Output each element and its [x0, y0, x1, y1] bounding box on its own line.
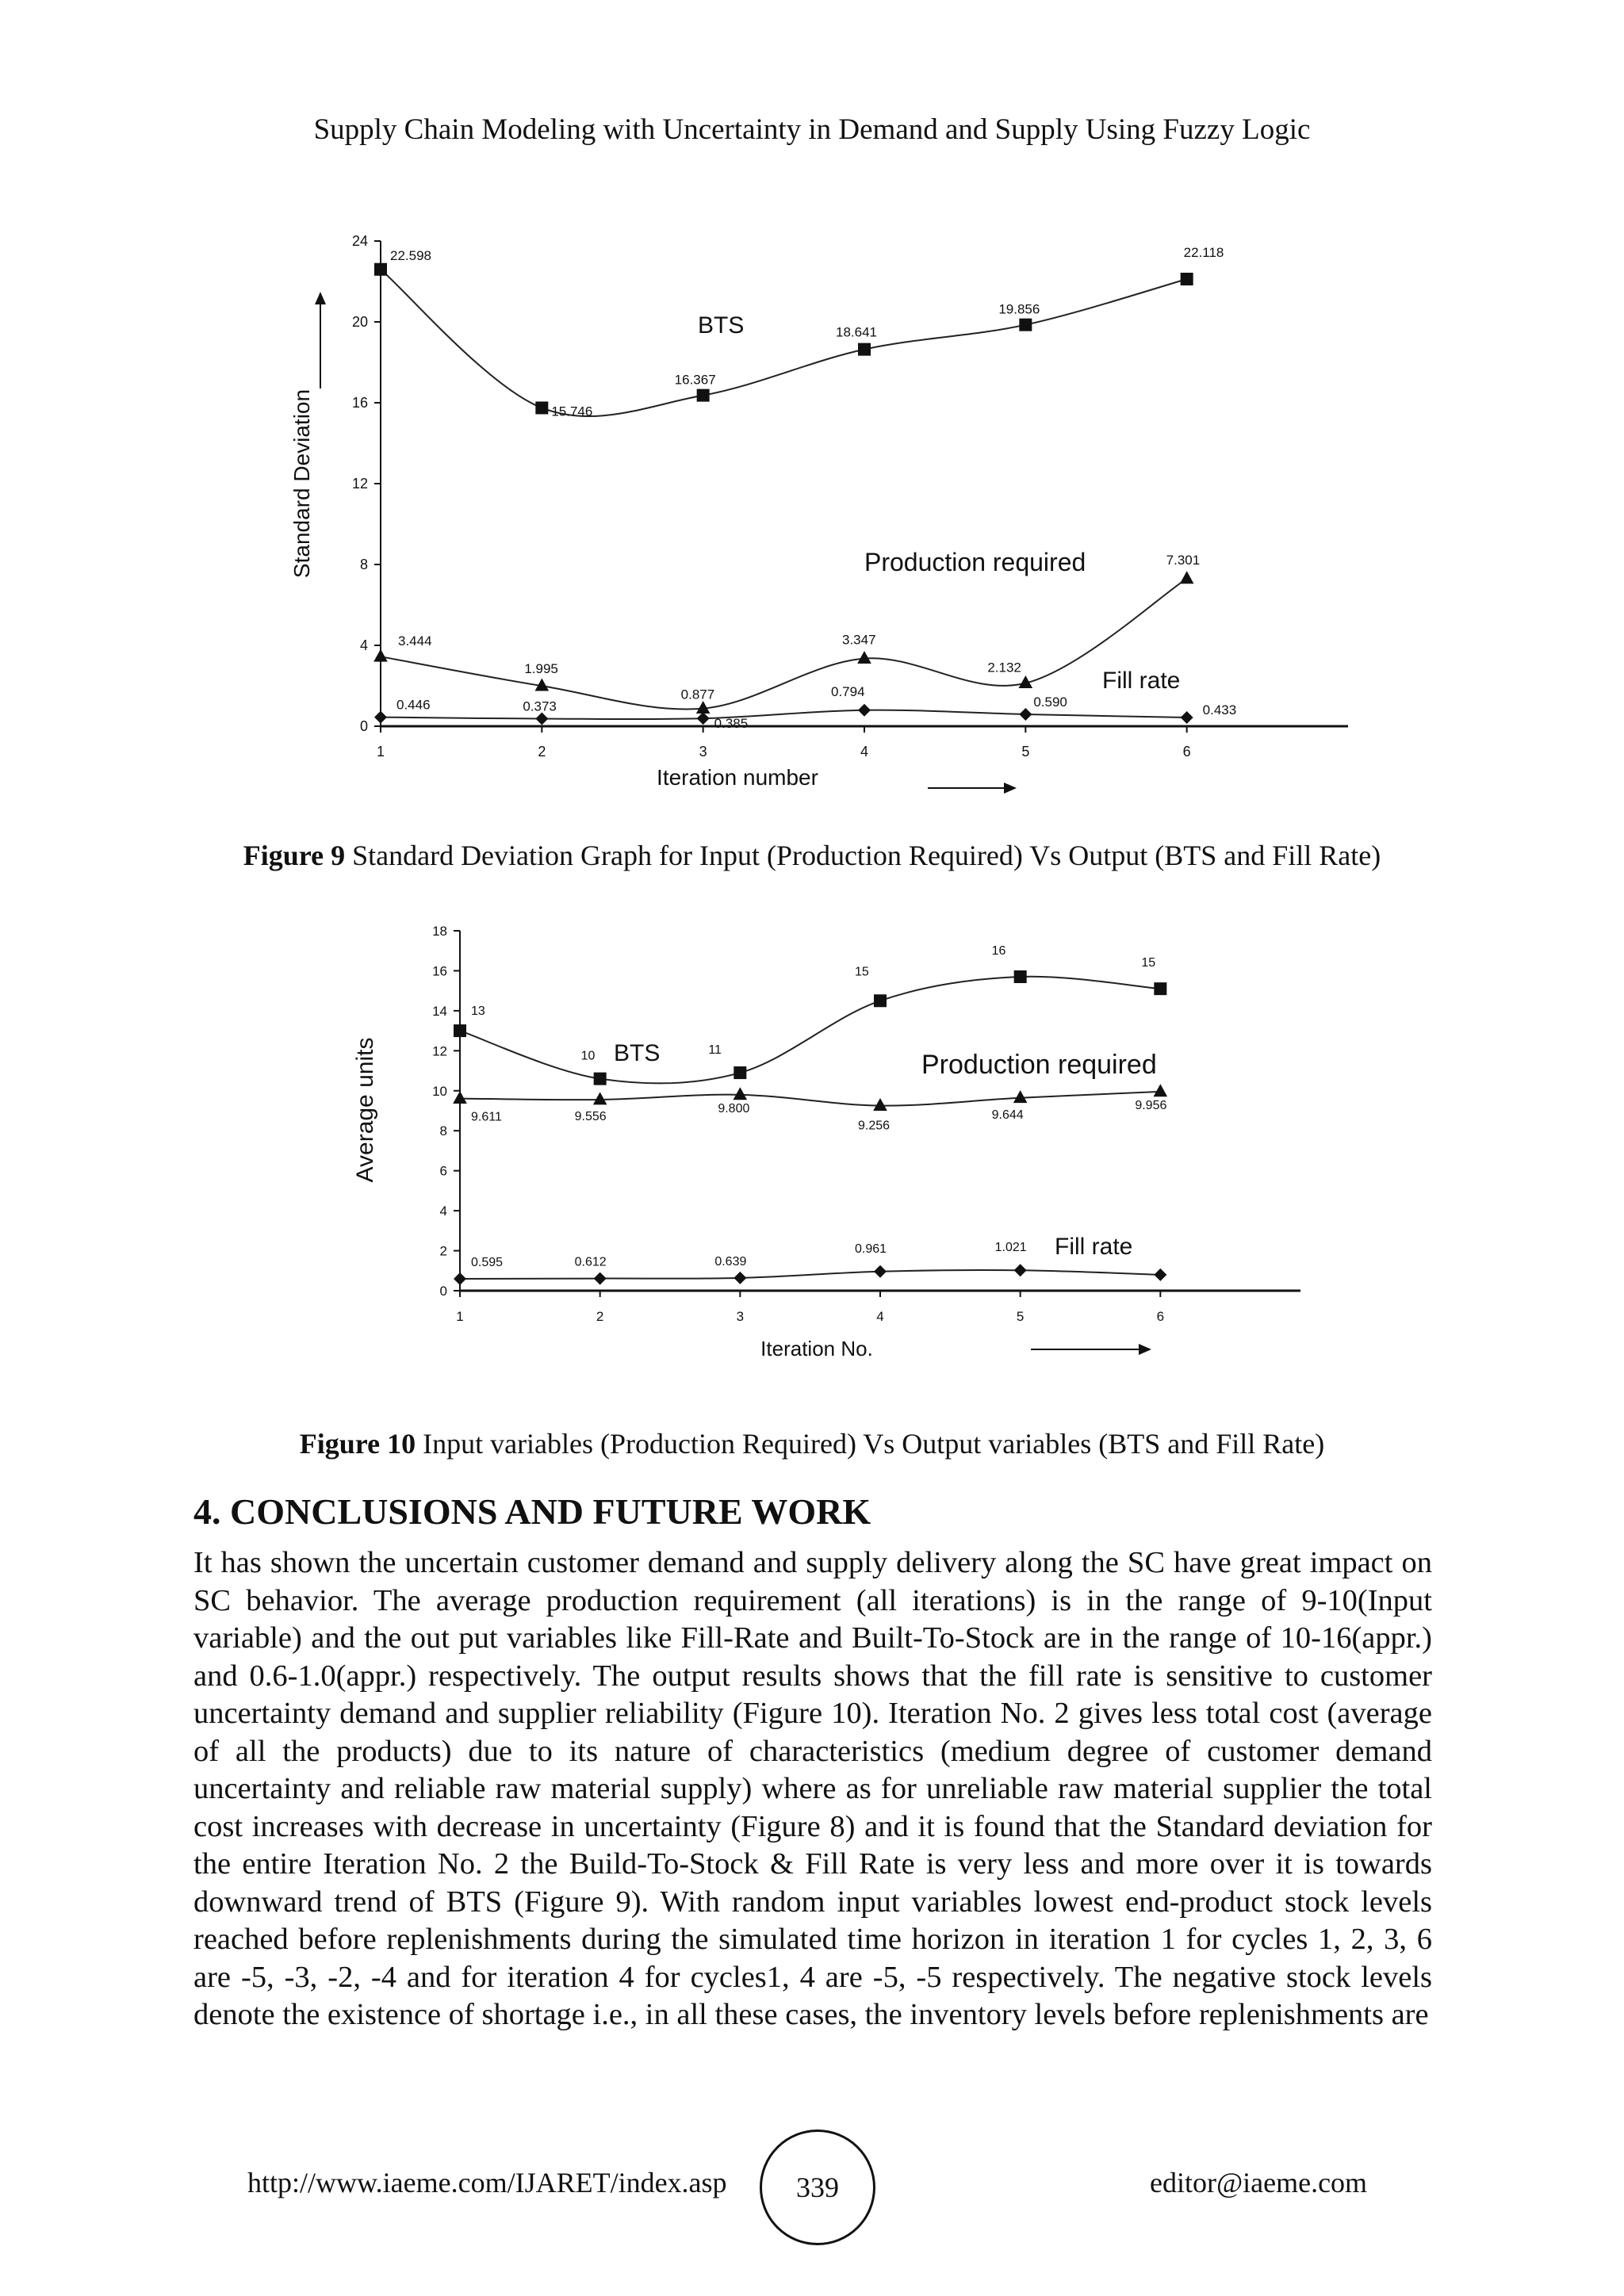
fill-rate-point: [1154, 1269, 1166, 1281]
x-tick-label: 5: [1021, 744, 1030, 760]
production-required-point: [873, 1098, 887, 1111]
production-required-data-label: 9.556: [574, 1109, 607, 1123]
y-tick-label: 6: [439, 1163, 447, 1179]
y-tick-label: 20: [351, 314, 368, 330]
y-tick-label: 4: [359, 637, 368, 653]
bts-data-label: 22.118: [1183, 244, 1224, 260]
fill-rate-point: [858, 704, 871, 717]
bts-point: [374, 263, 387, 276]
production-required-data-label: 3.444: [398, 633, 432, 649]
production-required-data-label: 2.132: [987, 660, 1021, 675]
y-tick-label: 8: [439, 1123, 447, 1139]
bts-line: [381, 270, 1187, 416]
y-tick-label: 14: [432, 1003, 447, 1019]
fill-rate-data-label: 0.385: [714, 716, 749, 732]
production-required-line: [381, 579, 1187, 710]
figure-9-chart: [285, 222, 1364, 809]
x-tick-label: 6: [1182, 744, 1191, 760]
footer-url[interactable]: http://www.iaeme.com/IJARET/index.asp: [247, 2167, 727, 2198]
fill-rate-point: [594, 1272, 607, 1285]
y-tick-label: 4: [439, 1203, 447, 1219]
bts-series-label: BTS: [698, 312, 745, 339]
x-tick-label: 5: [1016, 1309, 1025, 1324]
figure-10-label: Figure 10: [299, 1428, 416, 1460]
figure-10-caption: [0, 1427, 1624, 1460]
fill-rate-data-label: 0.373: [523, 698, 557, 714]
production-required-data-label: 7.301: [1166, 552, 1201, 568]
fill-rate-line: [460, 1270, 1160, 1279]
bts-point: [1014, 970, 1027, 983]
bts-data-label: 16: [991, 944, 1006, 959]
production-required-point: [1013, 1090, 1028, 1103]
bts-point: [733, 1066, 746, 1079]
fill-rate-point: [454, 1272, 466, 1285]
bts-point: [858, 343, 871, 356]
x-tick-label: 4: [860, 744, 869, 760]
page-number: 339: [760, 2130, 875, 2245]
y-axis-label: Standard Deviation: [289, 388, 314, 579]
production-required-data-label: 1.995: [524, 661, 558, 677]
production-required-point: [733, 1087, 748, 1100]
fill-rate-point: [1014, 1264, 1027, 1276]
fill-rate-point: [733, 1272, 746, 1284]
production-required-line: [460, 1092, 1160, 1106]
production-required-series-label: Production required: [864, 548, 1086, 576]
fill-rate-point: [1181, 711, 1193, 724]
bts-data-label: 10: [580, 1049, 596, 1063]
y-tick-label: 24: [351, 233, 368, 249]
figure-9-caption: [0, 839, 1624, 872]
x-axis-arrowhead: [1139, 1344, 1151, 1355]
bts-data-label: 15.746: [551, 404, 593, 419]
fill-rate-series-label: Fill rate: [1102, 668, 1181, 694]
x-tick-label: 3: [736, 1309, 745, 1324]
fill-rate-data-label: 0.446: [396, 697, 431, 713]
fill-rate-data-label: 0.961: [855, 1242, 887, 1256]
x-tick-label: 6: [1156, 1309, 1165, 1324]
bts-point: [454, 1024, 466, 1037]
fill-rate-point: [535, 712, 548, 725]
fill-rate-point: [697, 712, 710, 725]
y-tick-label: 16: [351, 395, 368, 411]
fill-rate-line: [381, 710, 1187, 719]
bts-point: [874, 994, 887, 1007]
bts-data-label: 16.367: [674, 372, 716, 388]
figure-10-text: Input variables (Production Required) Vs Output variables (BTS and Fill Rate): [416, 1428, 1325, 1460]
figure-9-label: Figure 9: [243, 840, 346, 871]
production-required-point: [1180, 571, 1194, 584]
production-required-point: [1154, 1084, 1168, 1096]
x-tick-label: 1: [456, 1309, 464, 1324]
production-required-data-label: 0.877: [680, 687, 715, 702]
y-tick-label: 18: [432, 924, 447, 939]
production-required-data-label: 9.256: [858, 1119, 891, 1133]
bts-point: [535, 401, 548, 414]
production-required-data-label: 3.347: [842, 632, 876, 648]
production-required-point: [857, 651, 871, 664]
body-paragraph: It has shown the uncertain customer demand and supply delivery along the SC have great impact on SC behavior. The average production requirement (all iterations) is in the range of 9-10(Input variable) and the out put variables like Fill-Rate and Built-To-Stock are in the range of 10-16(appr.) and 0.6-1.0(appr.) respectively. The output results shows that the fill rate is sensitive to customer uncertainty demand and supplier reliability (Figure 10). Iteration No. 2 gives less total cost (average of all the products) due to its nature of characteristics (medium degree of customer demand uncertainty and reliable raw material supply) where as for unreliable raw material supplier the total cost increases with decrease in uncertainty (Figure 8) and it is found that the Standard deviation for the entire Iteration No. 2 the Build-To-Stock & Fill Rate is very less and more over it is towards downward trend of BTS (Figure 9). With random input variables lowest end-product stock levels reached before replenishments during the simulated time horizon in iteration 1 for cycles 1, 2, 3, 6 are -5, -3, -2, -4 and for iteration 4 for cycles1, 4 are -5, -5 respectively. The negative stock levels denote the existence of shortage i.e., in all these cases, the inventory levels before replenishments are: [193, 1546, 1432, 2031]
x-tick-label: 3: [699, 744, 707, 760]
y-tick-label: 2: [439, 1243, 447, 1259]
x-tick-label: 2: [538, 744, 546, 760]
production-required-series-label: Production required: [921, 1050, 1157, 1080]
footer-email[interactable]: editor@iaeme.com: [1150, 2167, 1368, 2198]
fill-rate-data-label: 0.595: [471, 1255, 504, 1269]
bts-point: [1154, 982, 1166, 995]
bts-data-label: 19.856: [998, 301, 1040, 317]
y-tick-label: 8: [359, 557, 368, 572]
fill-rate-data-label: 0.590: [1033, 694, 1067, 710]
y-tick-label: 0: [439, 1284, 447, 1299]
fill-rate-data-label: 0.639: [714, 1254, 747, 1269]
y-tick-label: 10: [432, 1083, 447, 1099]
bts-point: [594, 1073, 607, 1085]
figure-10-chart: [349, 912, 1316, 1387]
production-required-data-label: 9.800: [718, 1101, 750, 1115]
production-required-data-label: 9.644: [991, 1108, 1024, 1122]
x-axis-label: Iteration No.: [760, 1337, 873, 1360]
bts-series-label: BTS: [614, 1040, 661, 1066]
fill-rate-data-label: 0.433: [1202, 702, 1237, 718]
y-axis-arrowhead: [315, 292, 326, 304]
y-tick-label: 12: [351, 476, 368, 492]
fill-rate-data-label: 1.021: [994, 1241, 1027, 1255]
production-required-point: [453, 1091, 467, 1104]
production-required-data-label: 9.956: [1135, 1098, 1167, 1112]
fill-rate-point: [374, 711, 387, 724]
bts-data-label: 15: [855, 965, 869, 979]
x-axis-arrowhead: [1004, 783, 1017, 794]
fill-rate-series-label: Fill rate: [1055, 1234, 1133, 1260]
bts-data-label: 18.641: [836, 324, 877, 340]
fill-rate-point: [1019, 708, 1032, 721]
production-required-point: [593, 1092, 607, 1104]
x-tick-label: 2: [596, 1309, 604, 1324]
running-header: Supply Chain Modeling with Uncertainty in Demand and Supply Using Fuzzy Logic: [313, 113, 1311, 146]
y-axis-label: Average units: [352, 1037, 378, 1183]
fill-rate-point: [874, 1265, 887, 1278]
fill-rate-data-label: 0.794: [831, 683, 865, 699]
bts-data-label: 15: [1141, 956, 1156, 970]
x-axis-label: Iteration number: [657, 765, 818, 790]
bts-point: [697, 389, 710, 402]
y-tick-label: 0: [359, 718, 368, 734]
production-required-data-label: 9.611: [471, 1110, 502, 1124]
bts-data-label: 22.598: [390, 247, 431, 263]
bts-data-label: 13: [471, 1004, 485, 1019]
bts-data-label: 11: [708, 1043, 722, 1058]
y-tick-label: 16: [432, 963, 447, 979]
y-tick-label: 12: [432, 1043, 447, 1059]
figure-9-text: Standard Deviation Graph for Input (Production Required) Vs Output (BTS and Fill Rate): [345, 840, 1381, 871]
production-required-point: [373, 649, 388, 662]
x-tick-label: 4: [876, 1309, 884, 1324]
x-tick-label: 1: [376, 744, 385, 760]
fill-rate-data-label: 0.612: [574, 1255, 607, 1269]
section-heading: 4. CONCLUSIONS AND FUTURE WORK: [193, 1491, 871, 1532]
bts-point: [1181, 273, 1193, 285]
bts-point: [1019, 319, 1032, 331]
